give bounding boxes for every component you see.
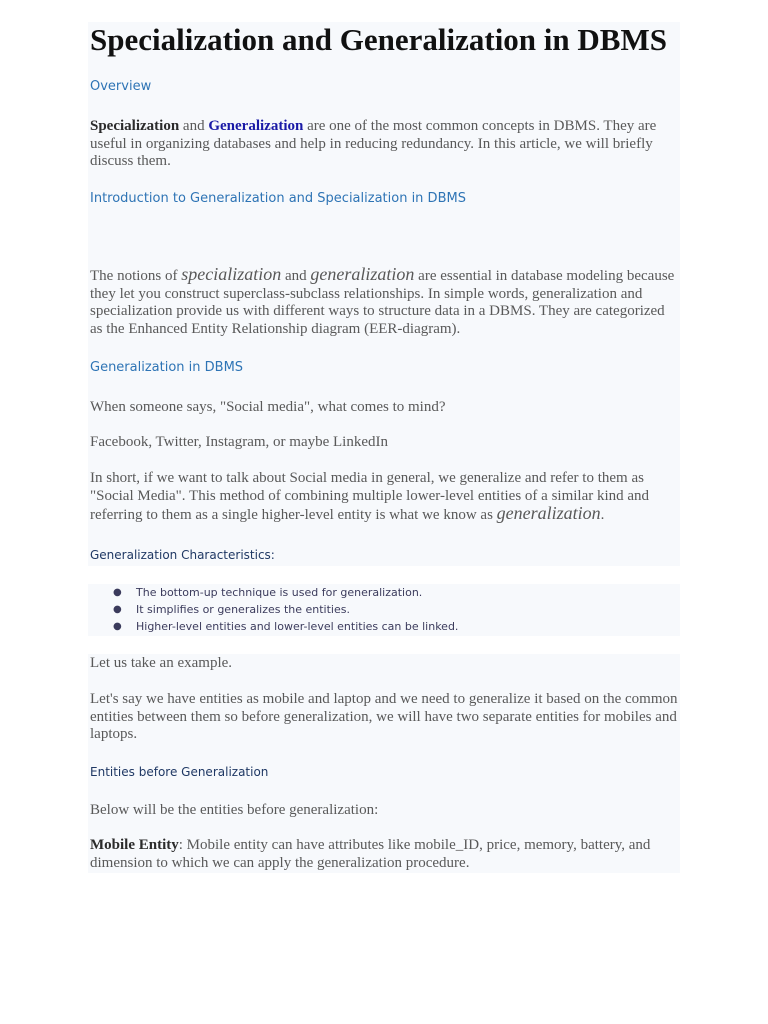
characteristics-list [90,584,670,635]
list-item-text: It simplifies or generalizes the entities. [136,603,350,616]
intro-paragraph [90,118,678,171]
social-answer: Facebook, Twitter, Instagram, or maybe LinkedIn [90,434,388,450]
example-intro: Let us take an example. [90,655,233,671]
list-item-text: Higher-level entities and lower-level entities can be linked. [136,620,459,633]
bullet-icon: ● [113,621,122,632]
intro-heading: Introduction to Generalization and Specialization in DBMS [90,191,466,206]
entities-heading: Entities before Generalization [90,765,269,779]
generalization-emphasis: generalization [310,264,415,284]
mobile-entity-paragraph [90,837,678,872]
generalization-term: Generalization [208,118,304,134]
notions-part1: The notions of [90,268,182,284]
intro-and: and [179,118,209,134]
list-item [90,601,670,618]
mobile-entity-text: : Mobile entity can have attributes like mobile_ID, price, memory, battery, and dimension to which we can apply the generalization procedure. [90,837,651,871]
in-short-end: . [600,507,605,523]
list-item-text: The bottom-up technique is used for generalization. [136,586,423,599]
generalization-emphasis-2: generalization [496,503,601,523]
specialization-term: Specialization [90,118,180,134]
list-item [90,618,670,635]
notions-part3: are essential in database modeling because they let you construct superclass-subclass relationships. In simple words, generalization and specialization provide us with different ways to structure data in a DBMS. They are categorized as the Enhanced Entity Relationship diagram (EER-diagram). [90,268,675,337]
notions-part2: and [281,268,311,284]
in-short-text: In short, if we want to talk about Social media in general, we generalize and refer to them as "Social Media". This method of combining multiple lower-level entities of a similar kind and referring to them as a single higher-level entity is what we know as [90,470,650,523]
notions-paragraph [90,266,678,338]
example-paragraph: Let's say we have entities as mobile and laptop and we need to generalize it based on the common entities between them so before generalization, we will have two separate entities for mobiles and laptops. [90,691,678,742]
generalization-heading: Generalization in DBMS [90,360,244,375]
social-question: When someone says, "Social media", what comes to mind? [90,399,446,415]
mobile-entity-label: Mobile Entity [90,837,179,853]
characteristics-heading: Generalization Characteristics: [90,548,275,562]
page-title: Specialization and Generalization in DBMS [90,22,667,57]
list-item [90,584,670,601]
overview-heading: Overview [90,79,152,94]
specialization-emphasis: specialization [181,264,282,284]
in-short-paragraph [90,470,678,525]
entities-intro: Below will be the entities before generalization: [90,802,379,818]
intro-rest: are one of the most common concepts in DBMS. They are useful in organizing databases and help in reducing redundancy. In this article, we will briefly discuss them. [90,118,657,169]
bullet-icon: ● [113,587,122,598]
bullet-icon: ● [113,604,122,615]
